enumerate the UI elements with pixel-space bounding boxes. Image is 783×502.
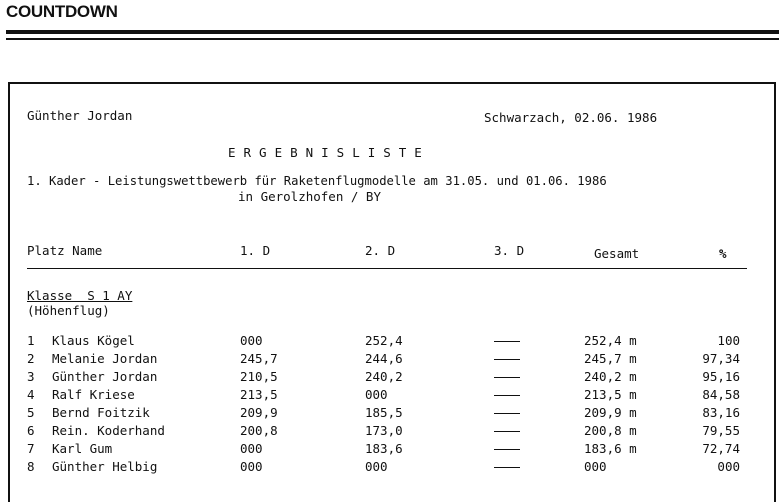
column-header-d1: 1. D: [240, 243, 271, 258]
row-d3-dash: [494, 459, 520, 474]
row-platz: 3: [27, 369, 35, 384]
row-d2: 244,6: [365, 351, 403, 366]
row-gesamt: 245,7 m: [584, 351, 637, 366]
row-percent: 83,16: [702, 405, 740, 420]
row-d1: 000: [240, 459, 263, 474]
row-d2: 173,0: [365, 423, 403, 438]
row-platz: 5: [27, 405, 35, 420]
place-date: Schwarzach, 02.06. 1986: [484, 110, 658, 125]
row-d1: 209,9: [240, 405, 278, 420]
row-platz: 1: [27, 333, 35, 348]
row-percent: 95,16: [702, 369, 740, 384]
row-d1: 000: [240, 333, 263, 348]
row-name: Ralf Kriese: [52, 387, 135, 402]
competition-title: 1. Kader - Leistungswettbewerb für Raketenflugmodelle am 31.05. und 01.06. 1986: [27, 174, 607, 188]
column-header-d3: 3. D: [494, 243, 525, 258]
class-subtitle: (Höhenflug): [27, 303, 110, 318]
row-percent: 72,74: [702, 441, 740, 456]
row-percent: 79,55: [702, 423, 740, 438]
column-header-d2: 2. D: [365, 243, 396, 258]
row-d3-dash: [494, 423, 520, 438]
table-row: [0, 387, 783, 405]
table-row: [0, 405, 783, 423]
row-platz: 6: [27, 423, 35, 438]
row-platz: 7: [27, 441, 35, 456]
row-d2: 252,4: [365, 333, 403, 348]
row-percent: 000: [717, 459, 740, 474]
row-gesamt: 000: [584, 459, 607, 474]
table-row: [0, 441, 783, 459]
header-rule-thin: [6, 38, 779, 40]
row-gesamt: 240,2 m: [584, 369, 637, 384]
list-title: ERGEBNISLISTE: [228, 145, 430, 160]
row-d1: 210,5: [240, 369, 278, 384]
table-row: [0, 369, 783, 387]
row-gesamt: 200,8 m: [584, 423, 637, 438]
row-d2: 185,5: [365, 405, 403, 420]
row-name: Günther Jordan: [52, 369, 158, 384]
row-d3-dash: [494, 333, 520, 348]
row-gesamt: 252,4 m: [584, 333, 637, 348]
row-d1: 000: [240, 441, 263, 456]
row-d3-dash: [494, 405, 520, 420]
row-gesamt: 209,9 m: [584, 405, 637, 420]
row-platz: 2: [27, 351, 35, 366]
column-header-gesamt: Gesamt: [594, 246, 640, 261]
table-row: [0, 459, 783, 477]
row-platz: 8: [27, 459, 35, 474]
row-d1: 245,7: [240, 351, 278, 366]
header-rule-thick: [6, 30, 779, 34]
row-name: Bernd Foitzik: [52, 405, 150, 420]
table-row: [0, 333, 783, 351]
row-d1: 213,5: [240, 387, 278, 402]
row-name: Klaus Kögel: [52, 333, 135, 348]
row-gesamt: 213,5 m: [584, 387, 637, 402]
row-name: Günther Helbig: [52, 459, 158, 474]
row-d3-dash: [494, 351, 520, 366]
row-d2: 000: [365, 387, 388, 402]
section-title: COUNTDOWN: [6, 2, 118, 21]
row-d3-dash: [494, 441, 520, 456]
row-platz: 4: [27, 387, 35, 402]
column-header-platz-name: Platz Name: [27, 243, 103, 258]
row-name: Melanie Jordan: [52, 351, 158, 366]
class-title: Klasse S 1 AY: [27, 288, 133, 303]
row-percent: 100: [717, 333, 740, 348]
row-d2: 183,6: [365, 441, 403, 456]
row-d3-dash: [494, 387, 520, 402]
row-percent: 97,34: [702, 351, 740, 366]
column-header-percent: %: [719, 246, 727, 261]
header-divider: [27, 268, 747, 269]
table-row: [0, 423, 783, 441]
row-gesamt: 183,6 m: [584, 441, 637, 456]
table-row: [0, 351, 783, 369]
row-d2: 000: [365, 459, 388, 474]
author-name: Günther Jordan: [27, 108, 133, 123]
row-name: Rein. Koderhand: [52, 423, 165, 438]
row-d2: 240,2: [365, 369, 403, 384]
row-d3-dash: [494, 369, 520, 384]
row-percent: 84,58: [702, 387, 740, 402]
competition-location: in Gerolzhofen / BY: [238, 189, 381, 204]
row-name: Karl Gum: [52, 441, 113, 456]
row-d1: 200,8: [240, 423, 278, 438]
